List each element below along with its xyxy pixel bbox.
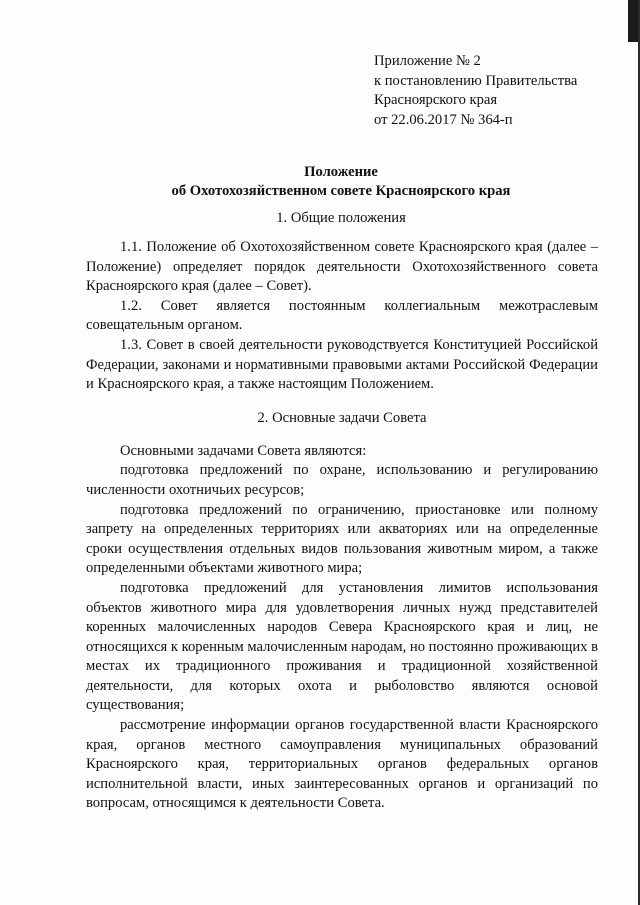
document-body	[86, 238, 598, 814]
document-subtitle: об Охотохозяйственном совете Красноярского края	[171, 183, 511, 199]
section-1-heading: 1. Общие положения	[276, 210, 406, 226]
section-2-heading: 2. Основные задачи Совета	[257, 409, 427, 426]
paragraph-1-2: 1.2. Совет является постоянным коллегиальным межотраслевым совещательным органом.	[86, 297, 598, 334]
paragraph-1-1: 1.1. Положение об Охотохозяйственном совете Красноярского края (далее – Положение) определяет порядок деятельности Охотохозяйственного совета Красноярского края (далее – Совет).	[86, 239, 598, 295]
task-item-4: рассмотрение информации органов государственной власти Красноярского края, органов местного самоуправления муниципальных образований Красноярского края, территориальных органов федеральных органов исполнительной власти, иных заинтересованных органов и организаций по вопросам, относящимся к деятельности Совета.	[86, 717, 598, 812]
task-item-2: подготовка предложений по ограничению, приостановке или полному запрету на определенных территориях или акваториях или на определенные сроки осуществления отдельных видов пользования животным миром, а также определенными объектами животного мира;	[86, 501, 598, 577]
section-2-intro: Основными задачами Совета являются:	[120, 442, 367, 459]
appendix-date: от 22.06.2017 № 364-п	[374, 111, 513, 128]
appendix-region: Красноярского края	[374, 92, 498, 108]
appendix-resolution: к постановлению Правительства	[374, 72, 578, 89]
task-item-1: подготовка предложений по охране, использованию и регулированию численности охотничьих ресурсов;	[86, 462, 598, 498]
task-item-3: подготовка предложений для установления лимитов использования объектов животного мира для удовлетворения личных нужд представителей коренных малочисленных народов Севера Красноярского края и лиц, не относящихся к коренным малочисленным народам, но постоянно проживающих в местах их традиционного проживания и традиционной хозяйственной деятельности, для которых охота и рыболовство являются основой существования;	[86, 579, 598, 714]
paragraph-1-3: 1.3. Совет в своей деятельности руководствуется Конституцией Российской Федерации, законами и нормативными правовыми актами Российской Федерации и Красноярского края, а также настоящим Положением.	[86, 336, 598, 393]
scan-edge-mark	[628, 0, 638, 42]
appendix-block	[374, 52, 577, 130]
appendix-number: Приложение № 2	[374, 53, 481, 69]
document-title: Положение	[304, 164, 378, 180]
